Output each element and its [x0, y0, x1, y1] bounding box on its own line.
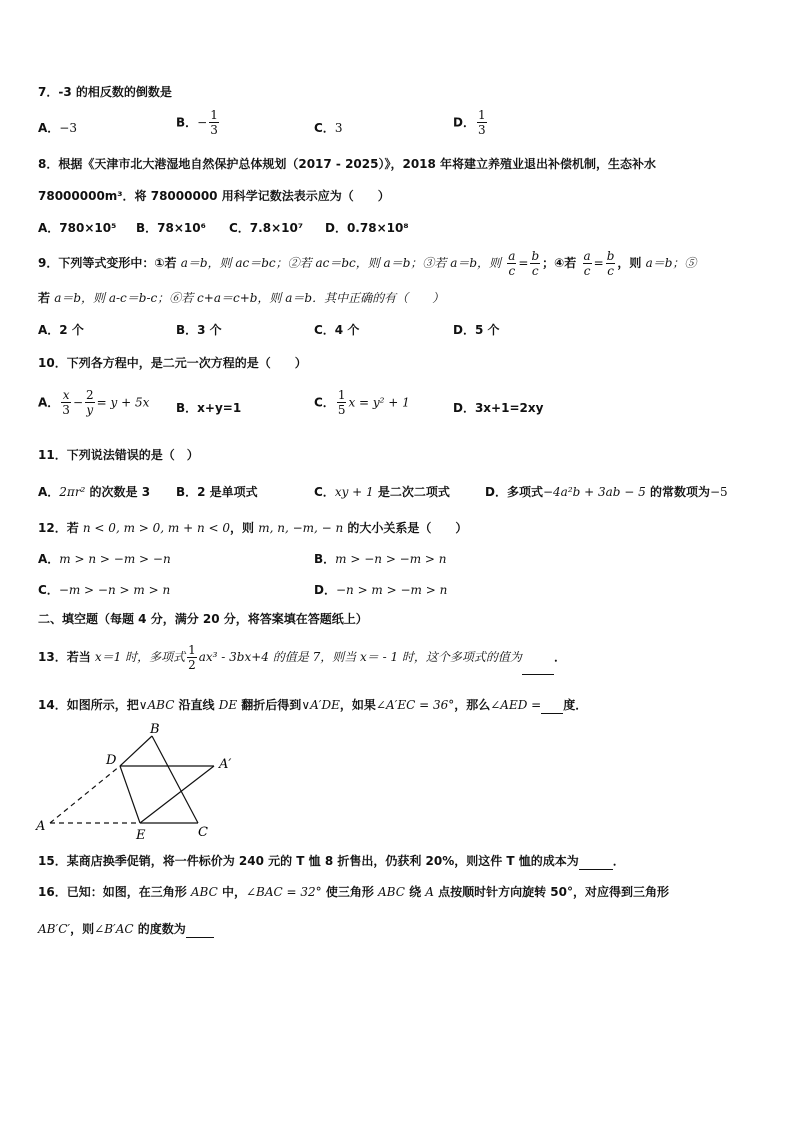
- q10-option-c: C． $\frac{1}{5}$ x = y² + 1: [314, 388, 410, 417]
- question-9-line-1: 9．下列等式变形中：①若 a＝b，则 ac＝bc；②若 ac＝bc，则 a＝b；③若 a＝b，则 $\frac{a}{c}$ = $\frac{b}{c}$ ；④若 $\frac{a}{c}$ = $\frac{b}{c}$ ，则 a＝b；⑤: [38, 249, 697, 278]
- label-e: E: [136, 828, 146, 843]
- question-10-stem: 10．下列各方程中，是二元一次方程的是（ ）: [38, 356, 307, 370]
- question-8-line-2: 78000000m³．将 78000000 用科学记数法表示应为（ ）: [38, 189, 390, 203]
- q9-option-b: B．3 个: [176, 323, 222, 337]
- question-13: 13．若当 x＝1 时，多项式 $\frac{1}{2}$ ax³ - 3bx+4 的值是 7，则当 x＝ - 1 时，这个多项式的值为 ．: [38, 640, 566, 675]
- q8-option-d: D．0.78×10⁸: [325, 221, 409, 235]
- q7-option-b: B．− $\frac{1}{3}$: [176, 108, 218, 137]
- q12-option-c: C．−m > −n > m > n: [38, 583, 171, 597]
- question-11-stem: 11．下列说法错误的是（ ）: [38, 448, 199, 462]
- label-a: A: [36, 819, 46, 834]
- q12-option-b: B．m > −n > −m > n: [314, 552, 447, 566]
- segment-a2e: [140, 766, 214, 823]
- q10-option-a: A． $\frac{x}{3}$ − $\frac{2}{y}$ = y + 5x: [38, 388, 150, 417]
- q12-option-d: D．−n > m > −m > n: [314, 583, 448, 597]
- segment-de: [120, 766, 140, 823]
- question-16-line-2: AB′C′，则∠B′AC 的度数为: [38, 921, 214, 938]
- answer-blank[interactable]: [186, 921, 214, 938]
- question-7-stem: 7．-3 的相反数的倒数是: [38, 85, 172, 99]
- segment-bc: [152, 736, 198, 823]
- q8-option-c: C．7.8×10⁷: [229, 221, 304, 235]
- question-15: 15．某商店换季促销，将一件标价为 240 元的 T 恤 8 折售出，仍获利 20%，则这件 T 恤的成本为 ．: [38, 854, 625, 868]
- q8-option-b: B．78×10⁶: [136, 221, 206, 235]
- question-12-stem: 12．若 n < 0, m > 0, m + n < 0，则 m, n, −m, − n 的大小关系是（ ）: [38, 521, 468, 535]
- question-16-line-1: 16．已知：如图，在三角形 ABC 中，∠BAC = 32° 使三角形 ABC 绕 A 点按顺时针方向旋转 50°，对应得到三角形: [38, 885, 669, 899]
- label-b: B: [150, 722, 160, 737]
- q10-option-b: B．x+y=1: [176, 401, 242, 415]
- q7-option-a: A．−3: [38, 121, 77, 135]
- section-2-heading: 二、填空题（每题 4 分，满分 20 分，将答案填在答题纸上）: [38, 612, 368, 626]
- q7-option-c: C．3: [314, 121, 343, 135]
- q9-option-a: A．2 个: [38, 323, 84, 337]
- q7-option-d: D． $\frac{1}{3}$: [453, 108, 486, 137]
- label-c: C: [198, 825, 208, 840]
- question-14: 14．如图所示，把∨ABC 沿直线 DE 翻折后得到∨A′DE，如果∠A′EC = 36°，那么∠AED = 度．: [38, 698, 588, 712]
- q11-option-c: C．xy + 1 是二次二项式: [314, 485, 450, 499]
- label-a-prime: A′: [219, 757, 232, 772]
- q11-option-a: A．2πr² 的次数是 3: [38, 485, 151, 499]
- q11-option-b: B．2 是单项式: [176, 485, 258, 499]
- question-9-line-2: 若 a＝b，则 a-c＝b-c；⑥若 c+a＝c+b，则 a＝b．其中正确的有（ ）: [38, 291, 445, 305]
- question-8-line-1: 8．根据《天津市北大港湿地自然保护总体规划（2017 - 2025）》，2018 年将建立养殖业退出补偿机制，生态补水: [38, 157, 657, 171]
- dashed-line-ad: [50, 766, 120, 823]
- q10-option-d: D．3x+1=2xy: [453, 401, 544, 415]
- q12-option-a: A．m > n > −m > −n: [38, 552, 171, 566]
- segment-db: [120, 736, 152, 766]
- q9-option-c: C．4 个: [314, 323, 360, 337]
- answer-blank[interactable]: [522, 640, 554, 675]
- q11-option-d: D．多项式−4a²b + 3ab − 5 的常数项为−5: [485, 485, 728, 499]
- answer-blank[interactable]: [541, 697, 563, 714]
- q8-option-a: A．780×10⁵: [38, 221, 117, 235]
- fold-triangle-diagram: [30, 720, 290, 850]
- answer-blank[interactable]: [579, 853, 613, 870]
- q9-option-d: D．5 个: [453, 323, 500, 337]
- label-d: D: [106, 753, 117, 768]
